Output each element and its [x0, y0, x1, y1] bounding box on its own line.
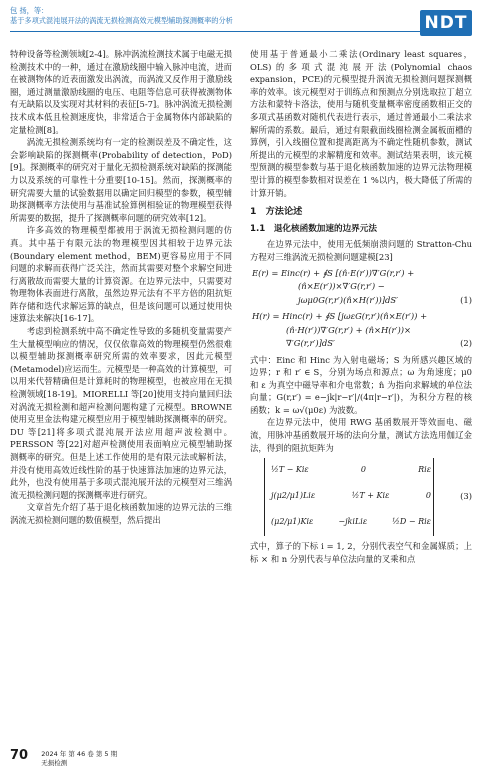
matrix-cell: −jkiLiε [338, 517, 368, 527]
journal-logo: NDT [420, 10, 472, 36]
journal-name: 无损检测 [41, 758, 68, 767]
equation-line: E(r) = Einc(r) + ∮S [(n̂·E(r′))∇′G(r,r′) + [252, 267, 415, 278]
equation-line: H(r) = Hinc(r) + ∮S [jωεG(r,r′)(n̂×E(r′)) + [252, 311, 428, 321]
equation-text: jωμ0G(r,r′)(n̂×H(r′))]dS′ [298, 294, 399, 305]
matrix-cell: ½T + Kiε [351, 491, 390, 501]
matrix-cell: Riε [418, 465, 431, 475]
equation-text: ∇′G(r,r′)]dS′ [286, 338, 335, 348]
running-head-authors: 包 扬，等： [10, 6, 49, 15]
page-header [0, 0, 480, 44]
matrix-row [271, 490, 431, 503]
paragraph: 在边界元法中，使用 RWG 基函数展开等效面电、磁流，用脉冲基函数展开场的法向分量，测试方法选用伽辽金法，得到的阻抗矩阵为 [250, 417, 472, 453]
paragraph: 式中，算子的下标 i = 1, 2，分别代表空气和金属媒质；上标 × 和 n 分别代表与单位法向量的叉乘和点 [250, 541, 472, 564]
paragraph: 涡流无损检测系统均有一定的检测误差及不确定性，这会影响缺陷的探测概率(Probability of detection，PoD)[9]。探测概率的研究对于量化无损检测系统对缺陷的探测能力以及系统的可靠性十分重要[10-15]。然而，探测概率的研究需要大量的试验数据用以确定回归模型的参数，模型辅助探测概率方法使用与基准试验算例相验证的物理模型获得所需要的数据，提升了探测概率问题的研究效率[12]。 [10, 137, 232, 223]
journal-issue: 2024 年 第 46 卷 第 5 期 [41, 750, 118, 758]
equation-2 [250, 310, 472, 351]
subsection-heading: 1.1 退化核函数加速的边界元法 [250, 223, 377, 234]
section-heading: 1 方法论述 [250, 206, 303, 218]
paragraph: 文章首先介绍了基于退化核函数加速的边界元法的三维涡流无损检测问题的数值模型，然后提出 [10, 502, 232, 525]
impedance-matrix [264, 458, 434, 536]
equation-line: (n̂×E(r′))×∇′G(r,r′) − [298, 281, 385, 291]
matrix-cell: 0 [360, 465, 366, 475]
paragraph: 使用基于普通最小二乘法(Ordinary least squares，OLS)的多项式混沌展开法(Polynomial chaos expansion，PCE)的元模型提升涡流无损检测问题探测概率的效率。该元模型对于训练点和预测点分别选取拉丁超立方法和蒙特卡洛法，使用与随机变量概率密度函数相正交的多项式基函数对随机代表进行表示，通过普通最小二乘法求解所需的系数。最后，通过有限截面线圈检测金属板面槽的算例，引入线圈位置和提离距离为不确定性随机参数，测试所提出的元模型的求解精度和效率。测试结果表明，该元模型预测的模型参数与基于退化核函数加速的边界元法物理模型计算的模型参数相对误差在 1 %以内，极大降低了所需的计算开销。 [250, 49, 472, 198]
header-rule [10, 31, 420, 32]
equation-number: (1) [460, 294, 472, 305]
matrix-cell: ½D − Riε [392, 517, 431, 527]
matrix-cell: j(μ2/μ1)Liε [271, 491, 316, 501]
page-number: 70 [10, 748, 29, 763]
paragraph: 考虑到检测系统中高不确定性导致的多随机变量需要产生大量模型响应的情况，仅仅依靠高效的物理模型仍然很难以模型辅助探测概率研究所需的效率要求，因此元模型(Metamodel)应运而生。元模型是一种高效的计算模型，可以用来代替精确但是计算耗时的物理模型，也被应用在无损检测领域[18-19]。MIORELLI 等[20]使用支持向量回归法对涡流无损检测和超声检测问题构建了元模型。BROWNE 使用克里金法构建元模型应用于模型辅助探测概率的研究。DU 等[21]将多项式混沌展开法应用超声波检测中。PERSSON 等[22]对超声检测使用表面响应元模型辅助探测概率的研究。但是上述工作使用的是有限元法或解析法，并没有使用高效近线性阶的基于快速算法加速的边界元法，此外，也没有使用基于多项式混沌展开法的元模型对三维涡流无损检测问题的探测概率进行研究。 [10, 326, 232, 500]
running-head-title: 基于多项式混沌展开法的涡流无损检测高效元模型辅助探测概率的分析 [10, 16, 233, 25]
equation-line [252, 294, 472, 308]
paragraph: 式中：Einc 和 Hinc 为入射电磁场；S 为所感兴趣区域的边界；r 和 r′ ∈ S，分别为场点和源点；ω 为角速度；μ0 和 ε 为真空中磁导率和介电常数；n̂ 为指向求解域的单位法向量；G(r,r′) = e−jk|r−r′|/(4π|r−r′|)，为积分方程的核函数；k = ω√(μ0ε) 为波数。 [250, 354, 472, 415]
matrix-cell: (μ2/μ1)Kiε [271, 517, 314, 527]
equation-1 [250, 267, 472, 308]
right-column [250, 48, 472, 565]
paragraph: 许多高效的物理模型都被用于涡流无损检测问题的仿真。其中基于有限元法的物理模型因其相较于边界元法(Boundary element method，BEM)更容易应用于不同问题的求解而获得广泛关注，然而其需要对整个求解空间进行离散故而需要大量的计算资源。在边界元法中，只需要对物理物体表面进行离散，虽然边界元法有不平方倍的阻抗矩阵存储和迭代求解运算的缺点，但是该问题可以通过使用快速算法来解决[16-17]。 [10, 225, 232, 324]
paragraph: 在边界元法中，使用无低频崩溃问题的 Stratton-Chu 方程对三维涡流无损检测问题建模[23] [250, 239, 472, 262]
paragraph: 特种设备等检测领域[2-4]。脉冲涡流检测技术属于电磁无损检测技术中的一种，通过在激励线圈中输入脉冲电流，进而在被测物体的近表面激发出涡流，而涡流又反作用于激励线圈，通过测量激励线圈的电压、电阻等信息可获得被测物体有无缺陷以及实现对其材料的表征[5-7]。脉冲涡流无损检测技术成本低且检测速度快，非常适合于金属物体内部缺陷的定量检测[8]。 [10, 49, 232, 135]
equation-number: (3) [460, 491, 472, 502]
equation-number: (2) [460, 338, 472, 348]
impedance-matrix-block [250, 458, 472, 536]
running-head [10, 6, 233, 26]
page-footer [10, 748, 117, 767]
matrix-row [271, 464, 431, 477]
matrix-row [271, 516, 431, 529]
left-column [10, 48, 232, 527]
matrix-cell: 0 [425, 491, 431, 501]
journal-info [41, 750, 117, 767]
matrix-cell: ½T − Kiε [271, 465, 309, 475]
equation-line: (n̂·H(r′))∇′G(r,r′) + (n̂×H(r′))× [286, 324, 412, 335]
equation-line [252, 337, 472, 351]
